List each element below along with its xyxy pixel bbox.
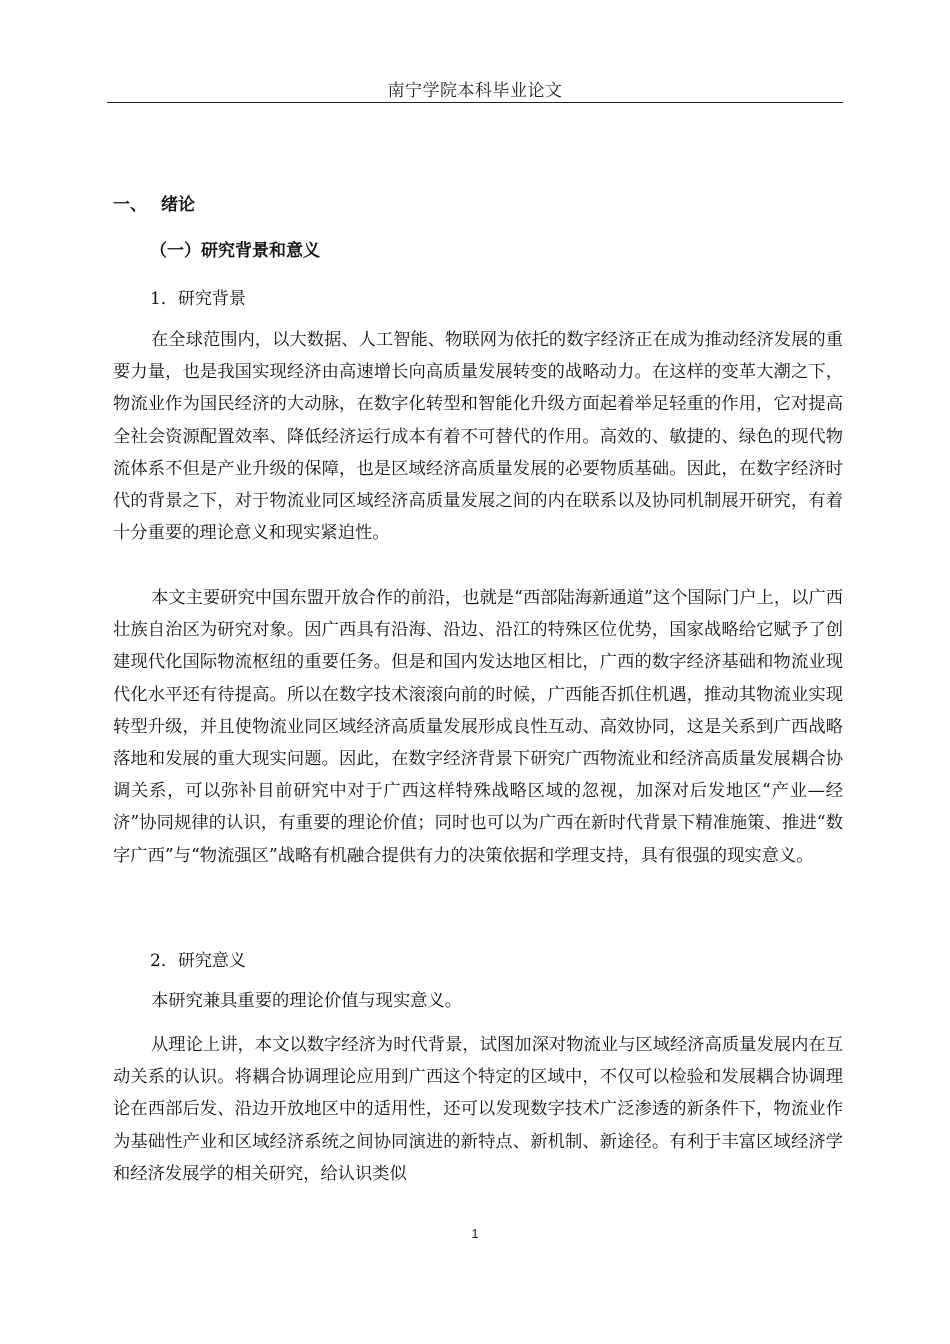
header-title: 南宁学院本科毕业论文 <box>387 81 563 101</box>
paragraph-background-1: 在全球范围内，以大数据、人工智能、物联网为依托的数字经济正在成为推动经济发展的重要力量，也是我国实现经济由高速增长向高质量发展转变的战略动力。在这样的变革大潮之下，物流业作为国民经济的大动脉，在数字化转型和智能化升级方面起着举足轻重的作用，它对提高全社会资源配置效率、降低经济运行成本有着不可替代的作用。高效的、敏捷的、绿色的现代物流体系不但是产业升级的保障，也是区域经济高质量发展的必要物质基础。因此，在数字经济时代的背景之下，对于物流业同区域经济高质量发展之间的内在联系以及协同机制展开研究，有着十分重要的理论意义和现实紧迫性。 <box>113 330 843 544</box>
page-header <box>107 72 843 103</box>
item-heading-background: 1．研究背景 <box>150 289 246 309</box>
section-number: 一、 <box>113 195 147 215</box>
paragraph-theory: 从理论上讲，本文以数字经济为时代背景，试图加深对物流业与区域经济高质量发展内在互动关系的认识。将耦合协调理论应用到广西这个特定的区域中，不仅可以检验和发展耦合协调理论在西部后发、沿边开放地区中的适用性，还可以发现数字技术广泛渗透的新条件下，物流业作为基础性产业和区域经济系统之间协同演进的新特点、新机制、新途径。有利于丰富区域经济学和经济发展学的相关研究，给认识类似 <box>113 1035 843 1184</box>
section-title: 绪论 <box>161 195 195 215</box>
section-heading <box>113 190 195 215</box>
page-number: 1 <box>471 1226 479 1241</box>
paragraph-significance-intro: 本研究兼具重要的理论价值与现实意义。 <box>151 991 463 1011</box>
paragraph-background-2: 本文主要研究中国东盟开放合作的前沿，也就是“西部陆海新通道”这个国际门户上，以广西壮族自治区为研究对象。因广西具有沿海、沿边、沿江的特殊区位优势，国家战略给它赋予了创建现代化国际物流枢纽的重要任务。但是和国内发达地区相比，广西的数字经济基础和物流业现代化水平还有待提高。所以在数字技术滚滚向前的时候，广西能否抓住机遇，推动其物流业实现转型升级，并且使物流业同区域经济高质量发展形成良性互动、高效协同，这是关系到广西战略落地和发展的重大现实问题。因此，在数字经济背景下研究广西物流业和经济高质量发展耦合协调关系，可以弥补目前研究中对于广西这样特殊战略区域的忽视，加深对后发地区“产业—经济”协同规律的认识，有重要的理论价值；同时也可以为广西在新时代背景下精准施策、推进“数字广西”与“物流强区”战略有机融合提供有力的决策依据和学理支持，具有很强的现实意义。 <box>113 588 843 866</box>
item-heading-significance: 2．研究意义 <box>150 951 246 971</box>
subsection-heading: （一）研究背景和意义 <box>150 241 320 261</box>
